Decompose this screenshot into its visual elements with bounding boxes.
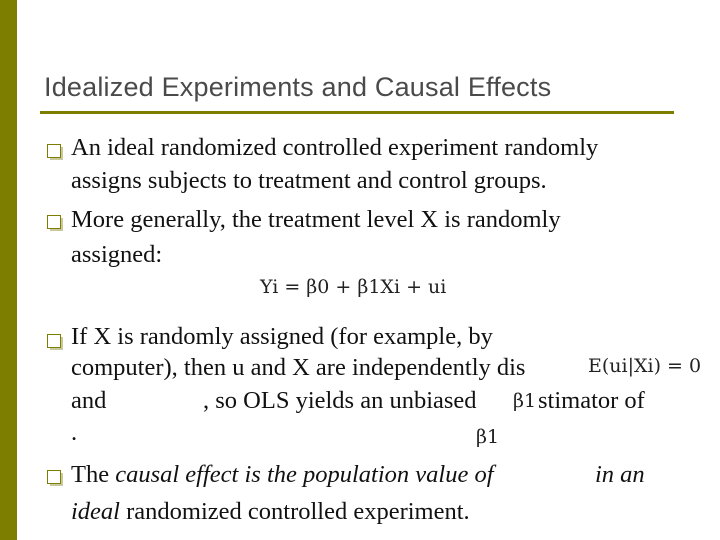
bullet-marker-4 — [47, 470, 61, 484]
regression-equation: Yi = β0 + β1Xi + ui — [260, 276, 447, 298]
bullet-1-line-1: An ideal randomized controlled experiment randomly — [71, 134, 599, 161]
bullet-4-line-1 — [71, 460, 494, 490]
bullet-2-line-2: assigned: — [71, 241, 163, 268]
bullet-3-line-3b: , so OLS yields an unbiased — [203, 387, 477, 414]
bullet-4-line-1-end — [595, 460, 645, 490]
beta1-inline-2: β1 — [476, 426, 500, 448]
bullet-3-line-3a: and — [71, 387, 107, 414]
bullet-2-line-1: More generally, the treatment level X is randomly — [71, 206, 561, 233]
title-underline — [40, 111, 674, 114]
beta1-inline-1: β1 — [513, 390, 537, 412]
bullet-3-line-1: If X is randomly assigned (for example, by — [71, 323, 493, 350]
bullet-4-line-2 — [71, 497, 470, 527]
bullet-4-text-rest: randomized controlled experiment. — [120, 498, 470, 525]
sidebar-stripe — [0, 0, 17, 540]
bullet-3-line-2: computer), then u and X are independently dis — [71, 354, 526, 381]
bullet-marker-1 — [47, 144, 61, 158]
bullet-4-text-ideal: ideal — [71, 498, 120, 525]
bullet-4-text-emph-2: in an — [595, 461, 645, 488]
bullet-3-line-4: . — [71, 419, 78, 446]
slide-title: Idealized Experiments and Causal Effects — [44, 72, 552, 102]
bullet-marker-3 — [47, 334, 61, 348]
bullet-marker-2 — [47, 215, 61, 229]
bullet-4-text-a: The — [71, 461, 116, 488]
bullet-3-line-3c: stimator of — [538, 387, 645, 414]
bullet-4-text-emph: causal effect is the population value of — [115, 461, 494, 488]
bullet-1-line-2: assigns subjects to treatment and control groups. — [71, 167, 547, 194]
conditional-mean-equation: E(ui|Xi) = 0 — [588, 355, 702, 377]
